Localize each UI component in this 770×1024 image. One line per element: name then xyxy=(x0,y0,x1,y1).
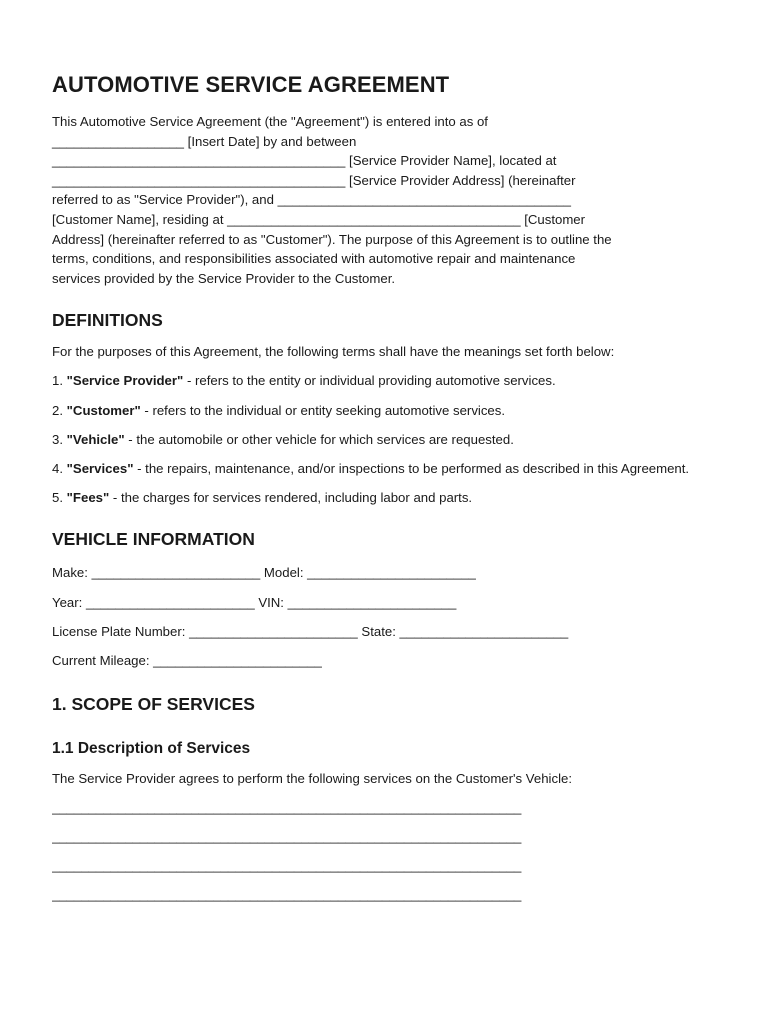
services-blank-line: ________________________________________________________________ xyxy=(52,828,522,844)
definition-text: - refers to the entity or individual providing automotive services. xyxy=(183,373,556,389)
services-blank-line: ________________________________________________________________ xyxy=(52,887,522,903)
definition-item-services xyxy=(52,459,732,479)
scope-of-services-heading: 1. SCOPE OF SERVICES xyxy=(52,694,255,715)
definition-number: 3. xyxy=(52,431,67,447)
definition-term: "Vehicle" xyxy=(66,431,125,447)
services-blank-line: ________________________________________________________________ xyxy=(52,858,522,874)
intro-paragraph: This Automotive Service Agreement (the "Agreement") is entered into as of __________________ [Insert Date] by and between ________________________________________ [Service Provider Name], located at ________________________________________ [Service Provider Address] (hereinafter referred to as "Service Provider"), and ________________________________________ [Customer Name], residing at ________________________________________ [Customer Address] (hereinafter referred to as "Customer"). The purpose of this Agreement is to outline the terms, conditions, and responsibilities associated with automotive repair and maintenance services provided by the Service Provider to the Customer. xyxy=(52,114,612,286)
definition-item-vehicle xyxy=(52,430,732,450)
vehicle-information-heading: VEHICLE INFORMATION xyxy=(52,529,255,550)
definition-item-service-provider xyxy=(52,371,732,391)
document-title: AUTOMOTIVE SERVICE AGREEMENT xyxy=(52,72,450,97)
definitions-lead: For the purposes of this Agreement, the following terms shall have the meanings set forth below: xyxy=(52,344,615,360)
definition-term: "Services" xyxy=(66,460,134,476)
year-vin-line: Year: _______________________ VIN: _______________________ xyxy=(52,594,457,610)
definition-text: - the repairs, maintenance, and/or inspections to be performed as described in this Agreement. xyxy=(133,460,690,476)
definition-item-fees xyxy=(52,488,732,508)
description-of-services-heading: 1.1 Description of Services xyxy=(52,740,251,758)
definition-item-customer xyxy=(52,401,732,421)
current-mileage-line: Current Mileage: _______________________ xyxy=(52,652,322,668)
definition-text: - the automobile or other vehicle for which services are requested. xyxy=(124,431,514,447)
make-model-line: Make: _______________________ Model: _______________________ xyxy=(52,565,476,581)
definition-text: - refers to the individual or entity seeking automotive services. xyxy=(140,402,506,418)
license-plate-state-line: License Plate Number: _______________________ State: _______________________ xyxy=(52,623,569,639)
document-page xyxy=(52,70,732,905)
definition-term: "Service Provider" xyxy=(66,373,184,389)
definition-number: 2. xyxy=(52,402,67,418)
services-blank-line: ________________________________________________________________ xyxy=(52,799,522,815)
definition-term: "Fees" xyxy=(66,489,110,505)
definitions-heading: DEFINITIONS xyxy=(52,310,163,331)
definition-term: "Customer" xyxy=(66,402,141,418)
definition-number: 5. xyxy=(52,489,67,505)
definition-number: 4. xyxy=(52,460,67,476)
definition-text: - the charges for services rendered, including labor and parts. xyxy=(109,489,473,505)
services-lead: The Service Provider agrees to perform the following services on the Customer's Vehicle: xyxy=(52,771,572,787)
definition-number: 1. xyxy=(52,373,67,389)
